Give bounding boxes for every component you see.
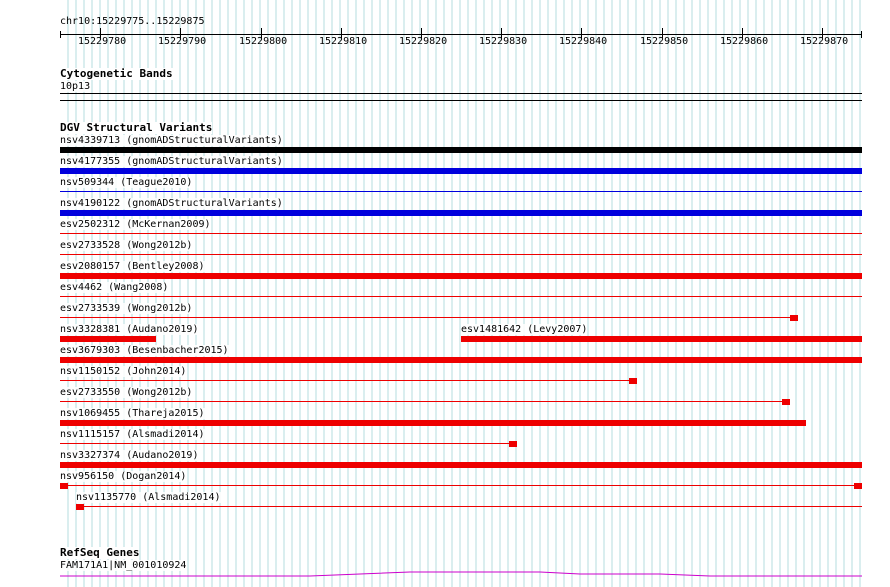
dgv-feature-block[interactable] [60,483,68,489]
dgv-feature-label[interactable]: esv2733528 (Wong2012b) [60,240,193,251]
dgv-feature-label[interactable]: esv2080157 (Bentley2008) [60,261,205,272]
dgv-feature-label[interactable]: nsv1150152 (John2014) [60,366,187,377]
ruler-tick-label: 15229860 [720,36,769,47]
dgv-feature-bar[interactable] [60,420,806,426]
dgv-feature-label[interactable]: esv2502312 (McKernan2009) [60,219,211,230]
dgv-track-title: DGV Structural Variants [60,121,213,134]
dgv-feature-label[interactable]: nsv1115157 (Alsmadi2014) [60,429,205,440]
dgv-feature-block[interactable] [629,378,637,384]
dgv-feature-bar[interactable] [60,317,790,318]
dgv-feature-bar[interactable] [461,336,862,342]
ruler-tick-label: 15229830 [479,36,528,47]
dgv-feature-bar[interactable] [60,210,862,216]
refseq-gene-line[interactable] [60,568,862,578]
refseq-track-title: RefSeq Genes [60,546,140,559]
dgv-feature-label[interactable]: nsv1135770 (Alsmadi2014) [76,492,221,503]
dgv-feature-label[interactable]: nsv3327374 (Audano2019) [60,450,199,461]
dgv-feature-label[interactable]: nsv956150 (Dogan2014) [60,471,187,482]
dgv-feature-bar[interactable] [60,380,629,381]
dgv-feature-bar[interactable] [60,254,862,255]
dgv-feature-label[interactable]: nsv1069455 (Thareja2015) [60,408,205,419]
refseq-gene-label[interactable]: FAM171A1|NM_001010924 [60,560,187,571]
ruler-tick-label: 15229810 [319,36,368,47]
ruler-tick-label: 15229790 [158,36,207,47]
cytoband-label[interactable]: 10p13 [60,81,91,92]
dgv-feature-block[interactable] [782,399,790,405]
dgv-feature-label[interactable]: esv4462 (Wang2008) [60,282,169,293]
dgv-feature-label[interactable]: nsv3328381 (Audano2019) [60,324,199,335]
dgv-feature-label[interactable]: esv3679303 (Besenbacher2015) [60,345,229,356]
dgv-feature-block[interactable] [76,504,84,510]
dgv-feature-bar[interactable] [60,168,862,174]
dgv-feature-bar[interactable] [60,191,862,192]
ruler-tick-label: 15229820 [399,36,448,47]
dgv-feature-bar[interactable] [60,296,862,297]
dgv-feature-bar[interactable] [60,462,862,468]
dgv-feature-label[interactable]: nsv4190122 (gnomADStructuralVariants) [60,198,283,209]
ruler-tick-label: 15229800 [239,36,288,47]
dgv-feature-label[interactable]: nsv4177355 (gnomADStructuralVariants) [60,156,283,167]
dgv-feature-label[interactable]: nsv509344 (Teague2010) [60,177,193,188]
dgv-feature-label[interactable]: nsv4339713 (gnomADStructuralVariants) [60,135,283,146]
dgv-feature-bar[interactable] [60,233,862,234]
dgv-feature-bar[interactable] [60,357,862,363]
dgv-feature-label[interactable]: esv1481642 (Levy2007) [461,324,588,335]
cytoband-line [60,93,862,94]
dgv-feature-block[interactable] [854,483,862,489]
dgv-feature-label[interactable]: esv2733550 (Wong2012b) [60,387,193,398]
ruler-tick-label: 15229870 [800,36,849,47]
dgv-feature-bar[interactable] [60,401,782,402]
dgv-feature-bar[interactable] [60,147,862,153]
track-separator [60,100,862,101]
dgv-feature-label[interactable]: esv2733539 (Wong2012b) [60,303,193,314]
ruler-tick-label: 15229780 [78,36,127,47]
region-label: chr10:15229775..15229875 [60,16,205,27]
ruler-tick-label: 15229850 [640,36,689,47]
dgv-feature-bar[interactable] [60,336,156,342]
dgv-feature-bar[interactable] [60,273,862,279]
dgv-feature-bar[interactable] [60,443,509,444]
ruler-tick-label: 15229840 [559,36,608,47]
cytoband-track-title: Cytogenetic Bands [60,67,173,80]
dgv-feature-bar[interactable] [76,506,862,507]
dgv-feature-block[interactable] [509,441,517,447]
dgv-feature-block[interactable] [790,315,798,321]
dgv-feature-bar[interactable] [60,485,862,486]
